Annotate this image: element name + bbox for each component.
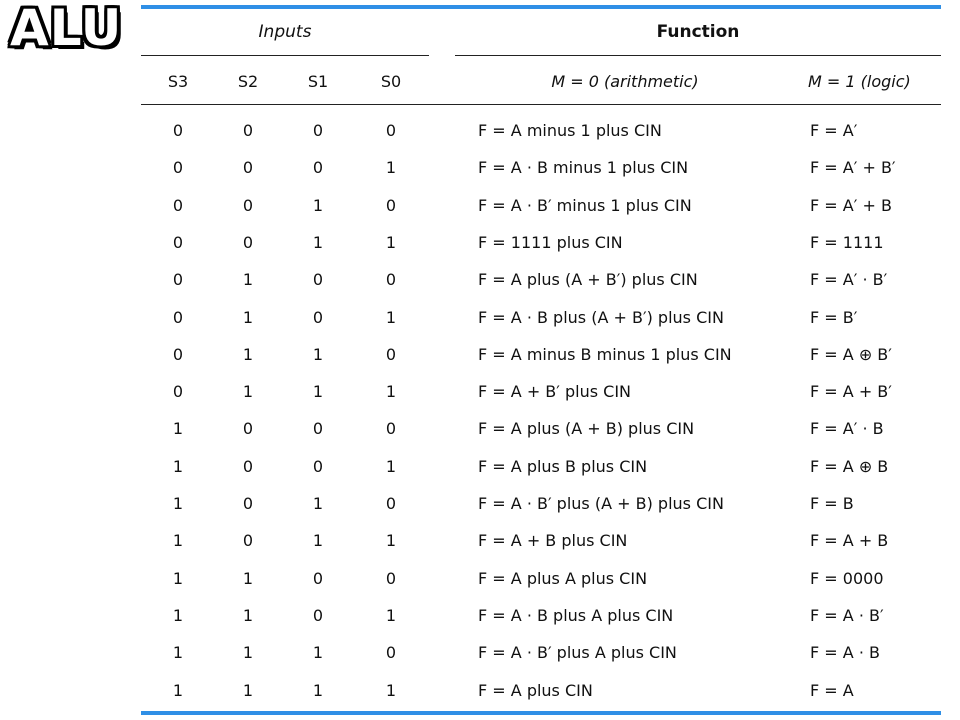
cell-s0: 1 bbox=[385, 382, 397, 401]
cell-logic: F = A · B bbox=[810, 643, 880, 662]
cell-s3: 1 bbox=[172, 494, 184, 513]
cell-arith: F = A · B′ plus (A + B) plus CIN bbox=[478, 494, 724, 513]
cell-s2: 1 bbox=[242, 569, 254, 588]
cell-logic: F = A′ bbox=[810, 121, 858, 140]
cell-arith: F = A + B plus CIN bbox=[478, 531, 628, 550]
cell-s0: 1 bbox=[385, 158, 397, 177]
cell-arith: F = A · B plus A plus CIN bbox=[478, 606, 674, 625]
cell-arith: F = A plus A plus CIN bbox=[478, 569, 648, 588]
cell-logic: F = A′ + B bbox=[810, 196, 892, 215]
cell-s2: 0 bbox=[242, 233, 254, 252]
inputs-group-header: Inputs bbox=[258, 22, 312, 42]
cell-s3: 1 bbox=[172, 643, 184, 662]
cell-arith: F = A plus (A + B) plus CIN bbox=[478, 419, 695, 438]
cell-s1: 1 bbox=[312, 233, 324, 252]
cell-s2: 1 bbox=[242, 308, 254, 327]
cell-s1: 1 bbox=[312, 494, 324, 513]
cell-s2: 1 bbox=[242, 606, 254, 625]
cell-logic: F = A + B′ bbox=[810, 382, 892, 401]
cell-s3: 1 bbox=[172, 606, 184, 625]
cell-s1: 0 bbox=[312, 457, 324, 476]
cell-logic: F = A′ · B bbox=[810, 419, 884, 438]
slide-title: ALU bbox=[10, 0, 123, 57]
cell-s2: 0 bbox=[242, 419, 254, 438]
cell-arith: F = A + B′ plus CIN bbox=[478, 382, 632, 401]
cell-s1: 0 bbox=[312, 121, 324, 140]
table-top-rule bbox=[141, 5, 941, 9]
table-bottom-rule bbox=[141, 711, 941, 715]
function-header-divider bbox=[455, 55, 941, 56]
cell-arith: F = A plus CIN bbox=[478, 681, 593, 700]
cell-arith: F = A · B plus (A + B′) plus CIN bbox=[478, 308, 724, 327]
cell-arith: F = A plus (A + B′) plus CIN bbox=[478, 270, 698, 289]
cell-s1: 0 bbox=[312, 270, 324, 289]
cell-s0: 1 bbox=[385, 457, 397, 476]
cell-logic: F = A + B bbox=[810, 531, 889, 550]
cell-s2: 1 bbox=[242, 681, 254, 700]
cell-s0: 0 bbox=[385, 419, 397, 438]
cell-s2: 1 bbox=[242, 270, 254, 289]
cell-logic: F = B′ bbox=[810, 308, 858, 327]
cell-s1: 0 bbox=[312, 606, 324, 625]
cell-logic: F = A′ + B′ bbox=[810, 158, 896, 177]
cell-arith: F = A · B′ minus 1 plus CIN bbox=[478, 196, 692, 215]
cell-s0: 1 bbox=[385, 308, 397, 327]
cell-logic: F = A ⊕ B bbox=[810, 457, 889, 476]
cell-s1: 0 bbox=[312, 158, 324, 177]
cell-arith: F = A · B′ plus A plus CIN bbox=[478, 643, 677, 662]
cell-logic: F = A′ · B′ bbox=[810, 270, 888, 289]
cell-s1: 0 bbox=[312, 308, 324, 327]
cell-s1: 1 bbox=[312, 382, 324, 401]
cell-s0: 0 bbox=[385, 196, 397, 215]
cell-logic: F = A ⊕ B′ bbox=[810, 345, 892, 364]
cell-s0: 0 bbox=[385, 494, 397, 513]
cell-s3: 1 bbox=[172, 419, 184, 438]
column-header-s2: S2 bbox=[237, 72, 259, 91]
column-header-s0: S0 bbox=[380, 72, 402, 91]
cell-s0: 1 bbox=[385, 681, 397, 700]
cell-s2: 0 bbox=[242, 457, 254, 476]
cell-logic: F = 0000 bbox=[810, 569, 884, 588]
cell-s2: 1 bbox=[242, 345, 254, 364]
cell-s0: 0 bbox=[385, 643, 397, 662]
cell-s0: 1 bbox=[385, 606, 397, 625]
cell-arith: F = A · B minus 1 plus CIN bbox=[478, 158, 689, 177]
column-header-arithmetic: M = 0 (arithmetic) bbox=[551, 72, 699, 91]
cell-s1: 1 bbox=[312, 643, 324, 662]
cell-s1: 1 bbox=[312, 681, 324, 700]
cell-s3: 1 bbox=[172, 569, 184, 588]
cell-s3: 0 bbox=[172, 308, 184, 327]
column-header-s3: S3 bbox=[167, 72, 189, 91]
cell-logic: F = A · B′ bbox=[810, 606, 884, 625]
cell-s0: 0 bbox=[385, 270, 397, 289]
cell-s3: 0 bbox=[172, 121, 184, 140]
cell-logic: F = B bbox=[810, 494, 854, 513]
cell-arith: F = A plus B plus CIN bbox=[478, 457, 648, 476]
column-header-s1: S1 bbox=[307, 72, 329, 91]
cell-s1: 1 bbox=[312, 531, 324, 550]
column-header-logic: M = 1 (logic) bbox=[808, 72, 911, 91]
cell-s3: 1 bbox=[172, 681, 184, 700]
cell-s3: 0 bbox=[172, 233, 184, 252]
cell-s3: 0 bbox=[172, 382, 184, 401]
inputs-header-divider bbox=[141, 55, 429, 56]
cell-s2: 0 bbox=[242, 196, 254, 215]
cell-s2: 0 bbox=[242, 121, 254, 140]
cell-s2: 0 bbox=[242, 158, 254, 177]
cell-s1: 0 bbox=[312, 569, 324, 588]
cell-s3: 0 bbox=[172, 196, 184, 215]
cell-s3: 0 bbox=[172, 270, 184, 289]
cell-s3: 1 bbox=[172, 531, 184, 550]
cell-s0: 0 bbox=[385, 569, 397, 588]
cell-s2: 1 bbox=[242, 382, 254, 401]
cell-s3: 0 bbox=[172, 345, 184, 364]
cell-arith: F = A minus 1 plus CIN bbox=[478, 121, 662, 140]
cell-s0: 1 bbox=[385, 233, 397, 252]
function-group-header: Function bbox=[656, 22, 740, 42]
cell-s3: 1 bbox=[172, 457, 184, 476]
cell-s1: 0 bbox=[312, 419, 324, 438]
cell-s2: 0 bbox=[242, 494, 254, 513]
cell-s2: 1 bbox=[242, 643, 254, 662]
cell-s2: 0 bbox=[242, 531, 254, 550]
cell-arith: F = A minus B minus 1 plus CIN bbox=[478, 345, 732, 364]
cell-s0: 0 bbox=[385, 345, 397, 364]
cell-s0: 1 bbox=[385, 531, 397, 550]
column-header-divider bbox=[141, 104, 941, 105]
cell-logic: F = 1111 bbox=[810, 233, 884, 252]
cell-s1: 1 bbox=[312, 196, 324, 215]
cell-s1: 1 bbox=[312, 345, 324, 364]
cell-logic: F = A bbox=[810, 681, 854, 700]
cell-s3: 0 bbox=[172, 158, 184, 177]
cell-arith: F = 1111 plus CIN bbox=[478, 233, 623, 252]
cell-s0: 0 bbox=[385, 121, 397, 140]
